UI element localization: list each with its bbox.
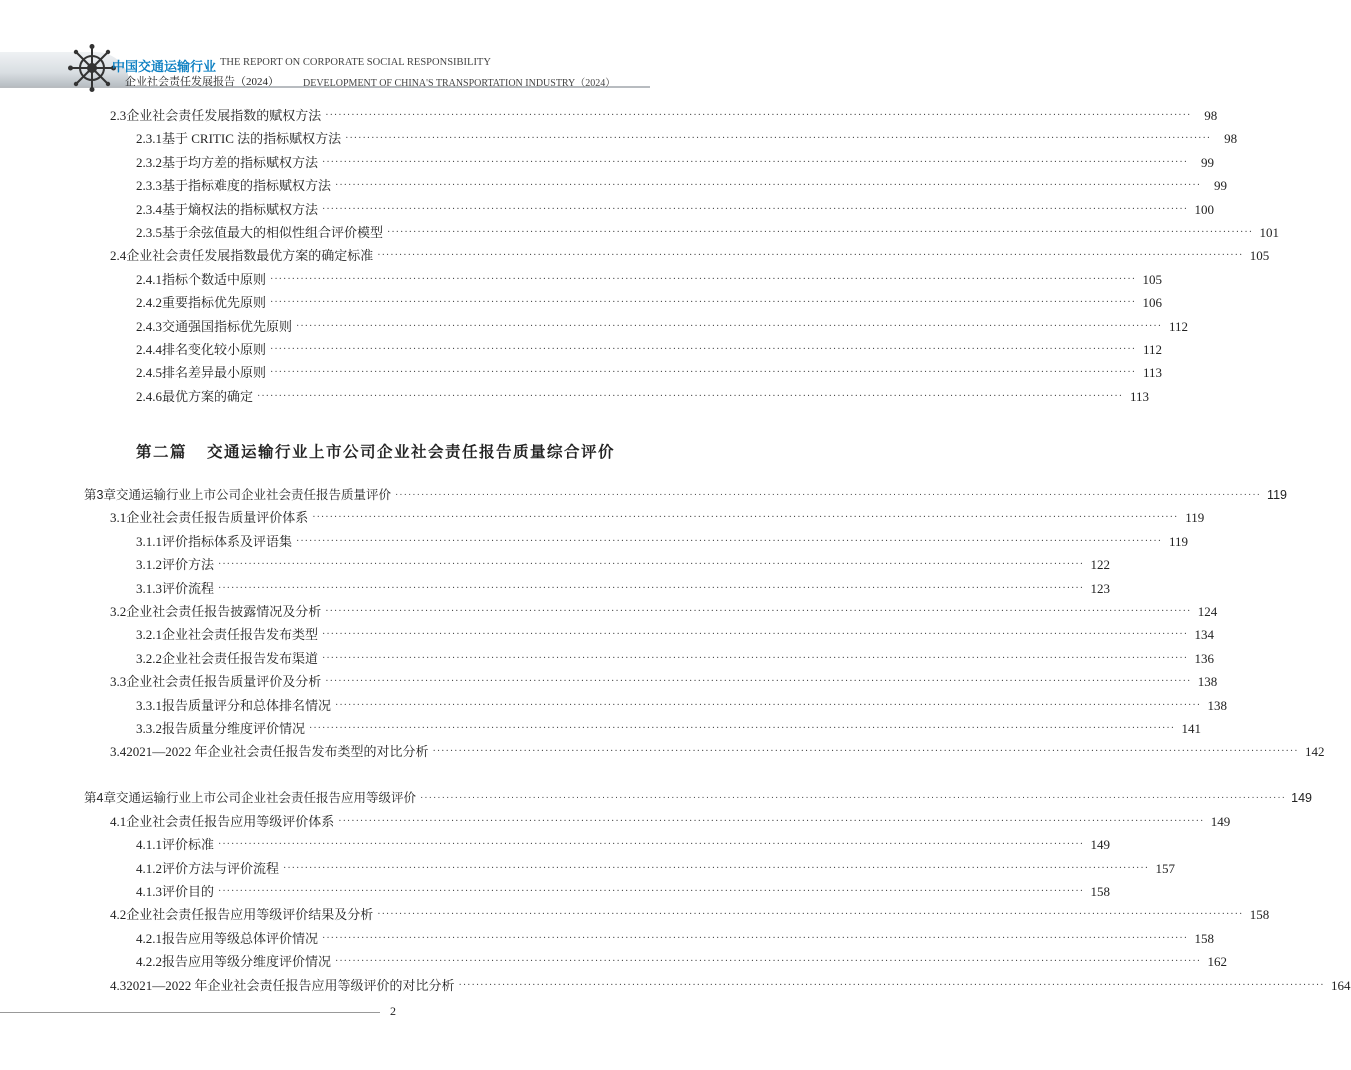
- toc-entry-number: 3.2: [110, 604, 127, 619]
- toc-entry-title: 排名变化较小原则: [162, 342, 267, 357]
- toc-entry-page: 134: [1194, 627, 1215, 643]
- dot-leader: ········································································································································································································: [325, 676, 1192, 688]
- toc-entry[interactable]: [136, 340, 1163, 360]
- toc-entry-page: 106: [1142, 295, 1163, 311]
- toc-entry-number: 第3章: [84, 488, 116, 502]
- dot-leader: ········································································································································································································: [325, 606, 1192, 617]
- toc-entry-page: 142: [1305, 744, 1325, 760]
- dot-leader: ········································································································································································································: [218, 839, 1085, 851]
- toc-entry-number: 2.3.1: [136, 131, 162, 147]
- toc-entry-number: 4.2.1: [136, 930, 162, 946]
- dot-leader: ········································································································································································································: [394, 489, 1261, 500]
- toc-entry-title: 报告质量分维度评价情况: [162, 721, 306, 736]
- toc-entry-number: 4.1.3: [136, 884, 162, 899]
- toc-entry-number: 3.1.2: [136, 557, 162, 573]
- dot-leader: ········································································································································································································: [257, 390, 1124, 402]
- toc-entry-number: 2.3.5: [136, 225, 162, 240]
- dot-leader: ········································································································································································································: [335, 699, 1202, 711]
- toc-entry-number: 4.2: [110, 907, 127, 923]
- toc-entry-number: 3.2.2: [136, 650, 162, 666]
- dot-leader: ········································································································································································································: [218, 886, 1085, 897]
- toc-entry-title: 评价方法: [162, 557, 215, 573]
- dot-leader: ········································································································································································································: [218, 582, 1085, 594]
- toc-entry-title: 企业社会责任报告应用等级评价结果及分析: [126, 907, 374, 923]
- toc-entry[interactable]: [136, 387, 1150, 407]
- toc-entry-title: 企业社会责任发展指数最优方案的确定标准: [126, 248, 374, 264]
- toc-entry-page: 136: [1194, 650, 1215, 666]
- toc-entry-title: 最优方案的确定: [162, 388, 254, 404]
- toc-entry-page: 149: [1210, 813, 1231, 829]
- dot-leader: ········································································································································································································: [309, 723, 1176, 734]
- toc-entry[interactable]: [136, 929, 1215, 949]
- dot-leader: ········································································································································································································: [312, 512, 1179, 524]
- toc-entry-title: 基于 CRITIC 法的指标赋权方法: [162, 131, 342, 147]
- toc-entry-page: 164: [1331, 977, 1351, 993]
- toc-entry-page: 158: [1194, 930, 1215, 946]
- toc-entry-page: 105: [1249, 248, 1270, 264]
- toc-entry[interactable]: [136, 200, 1215, 220]
- toc-entry[interactable]: [136, 532, 1189, 552]
- dot-leader: ········································································································································································································: [419, 792, 1286, 804]
- toc-entry-number: 3.1.1: [136, 533, 162, 549]
- dot-leader: ········································································································································································································: [322, 629, 1189, 641]
- toc-entry-number: 4.2.2: [136, 954, 162, 970]
- toc-entry-page: 98: [1224, 131, 1238, 147]
- toc-entry-page: 162: [1207, 954, 1228, 970]
- toc-entry-page: 119: [1185, 510, 1205, 526]
- toc-entry-page: 157: [1155, 860, 1176, 876]
- toc-entry-page: 100: [1194, 201, 1215, 217]
- part-heading: [136, 441, 615, 463]
- toc-entry-title: 企业社会责任报告应用等级评价体系: [126, 813, 335, 829]
- dot-leader: ········································································································································································································: [218, 559, 1085, 571]
- dot-leader: ········································································································································································································: [270, 273, 1137, 285]
- toc-entry[interactable]: [110, 672, 1218, 692]
- toc-entry-title: 评价方法与评价流程: [162, 860, 280, 876]
- toc-entry-number: 3.1.3: [136, 580, 162, 596]
- toc-entry[interactable]: [136, 176, 1228, 196]
- toc-entry-title: 基于余弦值最大的相似性组合评价模型: [162, 225, 384, 240]
- toc-entry-number: 4.1.1: [136, 837, 162, 853]
- toc-entry-title: 报告应用等级总体评价情况: [162, 930, 319, 946]
- toc-entry[interactable]: [136, 625, 1215, 645]
- toc-entry-title: 基于熵权法的指标赋权方法: [162, 201, 319, 217]
- toc-entry-page: 112: [1143, 342, 1163, 357]
- toc-entry[interactable]: [110, 106, 1218, 126]
- toc-entry[interactable]: [84, 485, 1287, 505]
- toc-entry-number: 2.4.1: [136, 271, 162, 287]
- dot-leader: ········································································································································································································: [338, 815, 1205, 827]
- toc-entry-page: 105: [1142, 271, 1163, 287]
- toc-entry[interactable]: [110, 812, 1231, 832]
- toc-entry[interactable]: [136, 952, 1228, 972]
- toc-entry-title: 交通强国指标优先原则: [162, 318, 293, 334]
- toc-entry-title: 企业社会责任报告质量评价体系: [126, 510, 309, 526]
- toc-entry-title: 企业社会责任发展指数的赋权方法: [126, 108, 322, 123]
- toc-entry[interactable]: [136, 719, 1202, 739]
- header-en-subtitle: DEVELOPMENT OF CHINA'S TRANSPORTATION INDUSTRY（2024）: [303, 78, 616, 89]
- toc-entry-page: 141: [1181, 721, 1202, 736]
- toc-entry[interactable]: [110, 976, 1351, 996]
- toc-entry[interactable]: [136, 835, 1111, 855]
- toc-entry-title: 企业社会责任报告发布类型: [162, 627, 319, 643]
- toc-entry-title: 指标个数适中原则: [162, 271, 267, 287]
- toc-entry-title: 企业社会责任报告发布渠道: [162, 650, 319, 666]
- toc-entry-page: 123: [1090, 580, 1111, 596]
- toc-entry-number: 2.3: [110, 108, 127, 123]
- toc-entry-number: 2.3.4: [136, 201, 162, 217]
- dot-leader: ········································································································································································································: [432, 746, 1299, 758]
- toc-entry-title: 评价标准: [162, 837, 215, 853]
- toc-entry-title: 重要指标优先原则: [162, 295, 267, 311]
- toc-entry-number: 第4章: [84, 791, 116, 806]
- dot-leader: ········································································································································································································: [345, 133, 1212, 145]
- toc-entry-page: 113: [1130, 388, 1150, 404]
- toc-entry-title: 企业社会责任报告质量评价及分析: [126, 674, 322, 690]
- toc-entry[interactable]: [84, 788, 1312, 808]
- toc-entry-number: 3.3: [110, 674, 127, 690]
- toc-entry[interactable]: [136, 649, 1215, 669]
- toc-entry-number: 4.1: [110, 813, 127, 829]
- toc-entry-page: 113: [1143, 365, 1163, 381]
- dot-leader: ········································································································································································································: [335, 956, 1202, 968]
- toc-entry[interactable]: [136, 696, 1228, 716]
- toc-entry-title: 2021—2022 年企业社会责任报告应用等级评价的对比分析: [126, 977, 455, 993]
- header-cn-title: 中国交通运输行业: [112, 59, 217, 74]
- part-title: 交通运输行业上市公司企业社会责任报告质量综合评价: [207, 442, 616, 461]
- dot-leader: ········································································································································································································: [335, 180, 1202, 192]
- toc-entry[interactable]: [136, 859, 1176, 879]
- footer-rule: [0, 1012, 380, 1013]
- dot-leader: ········································································································································································································: [377, 909, 1244, 921]
- toc-entry-title: 报告应用等级分维度评价情况: [162, 954, 332, 970]
- toc-entry-page: 149: [1090, 837, 1111, 853]
- toc-entry-title: 报告质量评分和总体排名情况: [162, 697, 332, 713]
- toc-entry-page: 124: [1197, 604, 1218, 619]
- toc-entry[interactable]: [110, 602, 1218, 622]
- toc-entry-page: 101: [1259, 225, 1280, 240]
- toc-entry-page: 149: [1291, 791, 1312, 806]
- dot-leader: ········································································································································································································: [270, 297, 1137, 309]
- toc-entry-title: 企业社会责任报告披露情况及分析: [126, 604, 322, 619]
- toc-entry-title: 2021—2022 年企业社会责任报告发布类型的对比分析: [126, 744, 429, 760]
- dot-leader: ········································································································································································································: [325, 110, 1192, 121]
- toc-entry-title: 评价流程: [162, 580, 215, 596]
- toc-entry-number: 3.1: [110, 510, 127, 526]
- dot-leader: ········································································································································································································: [322, 156, 1189, 168]
- header-cn-subtitle: 企业社会责任发展报告（2024）: [125, 76, 279, 88]
- toc-entry-number: 2.3.2: [136, 154, 162, 170]
- toc-entry-page: 122: [1090, 557, 1111, 573]
- toc-entry[interactable]: [136, 293, 1163, 313]
- header-en-title: THE REPORT ON CORPORATE SOCIAL RESPONSIBILITY: [220, 57, 491, 68]
- toc-entry-number: 2.4.5: [136, 365, 162, 381]
- running-header: [0, 0, 790, 100]
- toc-entry-number: 4.3: [110, 977, 127, 993]
- toc-entry-number: 2.4.6: [136, 388, 162, 404]
- toc-entry-number: 3.2.1: [136, 627, 162, 643]
- toc-entry-page: 99: [1214, 178, 1228, 194]
- toc-entry-number: 3.3.2: [136, 721, 162, 736]
- ship-wheel-icon: [68, 44, 116, 92]
- toc-entry-number: 3.4: [110, 744, 127, 760]
- dot-leader: ········································································································································································································: [296, 320, 1163, 332]
- toc-entry[interactable]: [136, 363, 1163, 383]
- toc-entry[interactable]: [136, 555, 1111, 575]
- toc-entry-number: 3.3.1: [136, 697, 162, 713]
- toc-entry[interactable]: [136, 153, 1215, 173]
- toc-entry-page: 119: [1267, 488, 1287, 502]
- dot-leader: ········································································································································································································: [296, 535, 1163, 547]
- dot-leader: ········································································································································································································: [322, 932, 1189, 944]
- toc-entry-page: 158: [1090, 884, 1111, 899]
- toc-entry-number: 2.4.3: [136, 318, 162, 334]
- toc-entry[interactable]: [110, 246, 1270, 266]
- toc-entry-page: 119: [1169, 533, 1189, 549]
- toc-entry-page: 138: [1197, 674, 1218, 690]
- toc-entry-page: 98: [1204, 108, 1218, 123]
- toc-entry-number: 2.4.4: [136, 342, 162, 357]
- dot-leader: ········································································································································································································: [322, 203, 1189, 215]
- toc-entry-title: 排名差异最小原则: [162, 365, 267, 381]
- toc-entry-title: 基于指标难度的指标赋权方法: [162, 178, 332, 194]
- toc-entry-title: 基于均方差的指标赋权方法: [162, 154, 319, 170]
- dot-leader: ········································································································································································································: [283, 862, 1150, 874]
- dot-leader: ········································································································································································································: [458, 979, 1325, 991]
- toc-entry-title: 交通运输行业上市公司企业社会责任报告质量评价: [115, 488, 391, 502]
- toc-entry-number: 4.1.2: [136, 860, 162, 876]
- dot-leader: ········································································································································································································: [387, 227, 1254, 238]
- toc-entry[interactable]: [136, 317, 1189, 337]
- toc-entry-title: 交通运输行业上市公司企业社会责任报告应用等级评价: [115, 791, 416, 806]
- toc-entry[interactable]: [136, 579, 1111, 599]
- toc-entry[interactable]: [110, 742, 1325, 762]
- part-label: 第二篇: [136, 442, 188, 461]
- toc-entry-number: 2.3.3: [136, 178, 162, 194]
- toc-entry-page: 112: [1169, 318, 1189, 334]
- page-number: 2: [390, 1004, 396, 1018]
- dot-leader: ········································································································································································································: [377, 250, 1244, 262]
- dot-leader: ········································································································································································································: [270, 344, 1137, 355]
- toc-entry[interactable]: [136, 270, 1163, 290]
- toc-entry[interactable]: [110, 905, 1270, 925]
- toc-entry[interactable]: [110, 508, 1205, 528]
- toc-entry-page: 138: [1207, 697, 1228, 713]
- toc-entry-title: 评价指标体系及评语集: [162, 533, 293, 549]
- dot-leader: ········································································································································································································: [270, 367, 1137, 379]
- toc-entry[interactable]: [136, 223, 1280, 243]
- toc-entry-page: 158: [1249, 907, 1270, 923]
- dot-leader: ········································································································································································································: [322, 652, 1189, 664]
- toc-entry[interactable]: [136, 882, 1111, 902]
- toc-entry-title: 评价目的: [162, 884, 215, 899]
- toc-entry-number: 2.4: [110, 248, 127, 264]
- toc-entry[interactable]: [136, 129, 1238, 149]
- toc-entry-number: 2.4.2: [136, 295, 162, 311]
- toc-entry-page: 99: [1201, 154, 1215, 170]
